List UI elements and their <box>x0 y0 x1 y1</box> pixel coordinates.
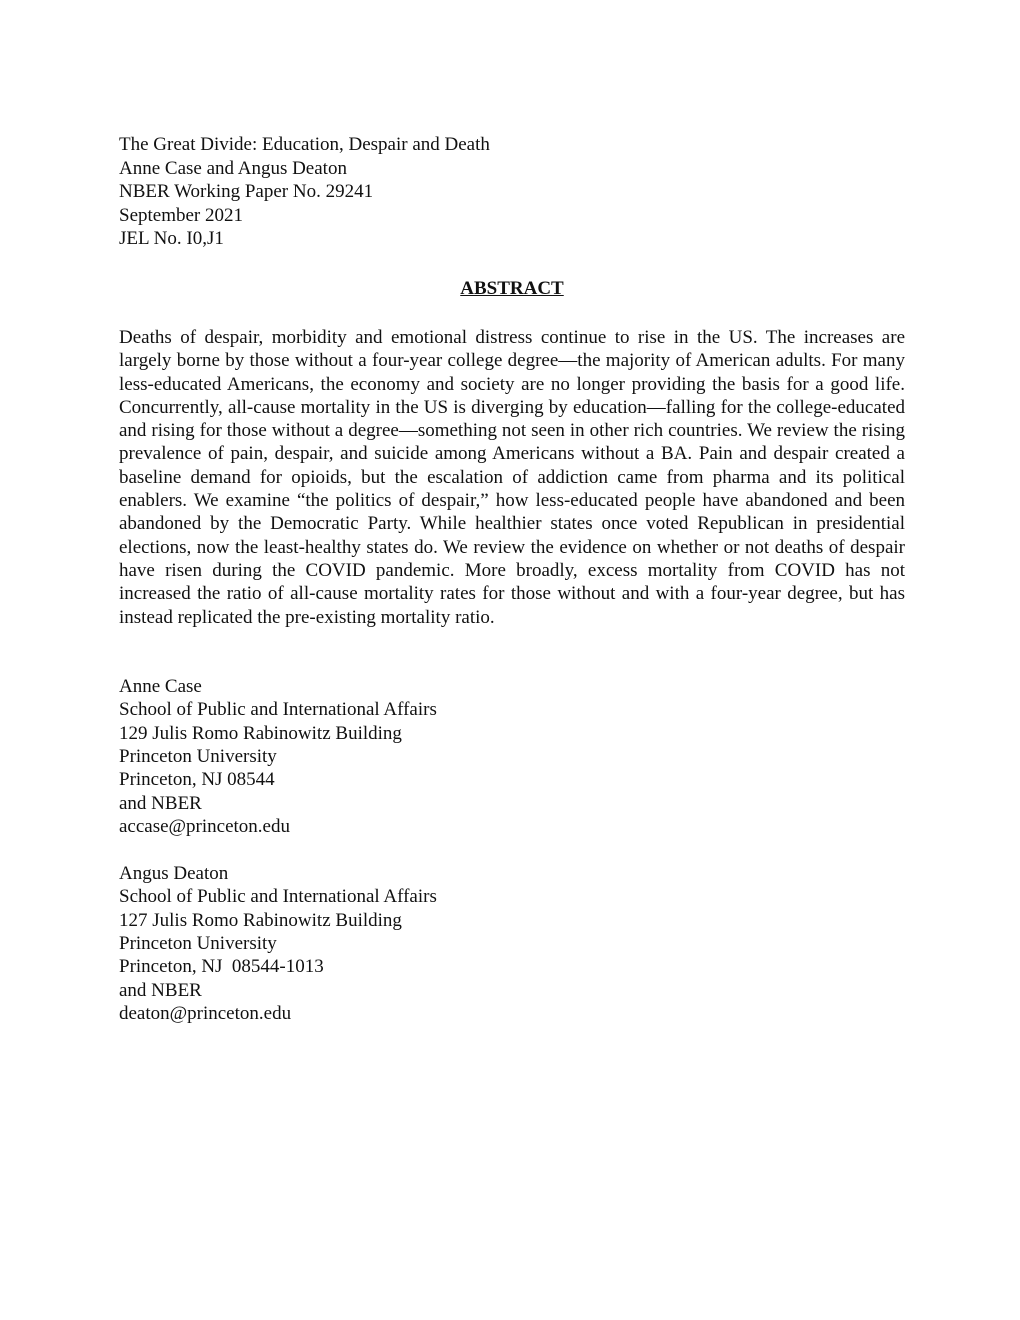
author-school: School of Public and International Affairs <box>119 886 437 908</box>
paper-page <box>119 133 905 1026</box>
author-address-angus-deaton <box>119 862 905 1026</box>
author-affiliation: and NBER <box>119 979 202 1001</box>
author-email: deaton@princeton.edu <box>119 1003 292 1025</box>
author-university: Princeton University <box>119 746 277 768</box>
abstract-body: Deaths of despair, morbidity and emotional distress continue to rise in the US. The increases are largely borne by those without a four-year college degree—the majority of American adults. For many less-educated Americans, the economy and society are no longer providing the basis for a good life. Concurrently, all-cause mortality in the US is diverging by education—falling for the college-educated and rising for those without a degree—something not seen in other rich countries. We review the rising prevalence of pain, despair, and suicide among Americans without a BA. Pain and despair created a baseline demand for opioids, but the escalation of addiction came from pharma and its political enablers. We examine “the politics of despair,” how less-educated people have abandoned and been abandoned by the Democratic Party. While healthier states once voted Republican in presidential elections, now the least-healthy states do. We review the evidence on whether or not deaths of despair have risen during the COVID pandemic. More broadly, excess mortality from COVID has not increased the ratio of all-cause mortality rates for those without and with a four-year degree, but has instead replicated the pre-existing mortality ratio. <box>119 327 905 628</box>
author-building: 129 Julis Romo Rabinowitz Building <box>119 722 402 744</box>
author-name: Angus Deaton <box>119 862 229 884</box>
author-city: Princeton, NJ 08544 <box>119 769 275 791</box>
abstract-heading: ABSTRACT <box>460 277 564 299</box>
author-university: Princeton University <box>119 932 277 954</box>
author-affiliation: and NBER <box>119 792 202 814</box>
author-building: 127 Julis Romo Rabinowitz Building <box>119 909 402 931</box>
author-name: Anne Case <box>119 675 202 697</box>
working-paper-number: NBER Working Paper No. 29241 <box>119 181 374 202</box>
paper-header <box>119 133 905 251</box>
paper-date: September 2021 <box>119 204 244 226</box>
author-city: Princeton, NJ 08544-1013 <box>119 956 324 978</box>
author-school: School of Public and International Affairs <box>119 699 437 721</box>
author-address-anne-case <box>119 675 905 839</box>
paper-title: The Great Divide: Education, Despair and Death <box>119 134 490 155</box>
author-email: accase@princeton.edu <box>119 816 290 838</box>
jel-codes: JEL No. I0,J1 <box>119 228 224 249</box>
paper-authors: Anne Case and Angus Deaton <box>119 157 347 179</box>
